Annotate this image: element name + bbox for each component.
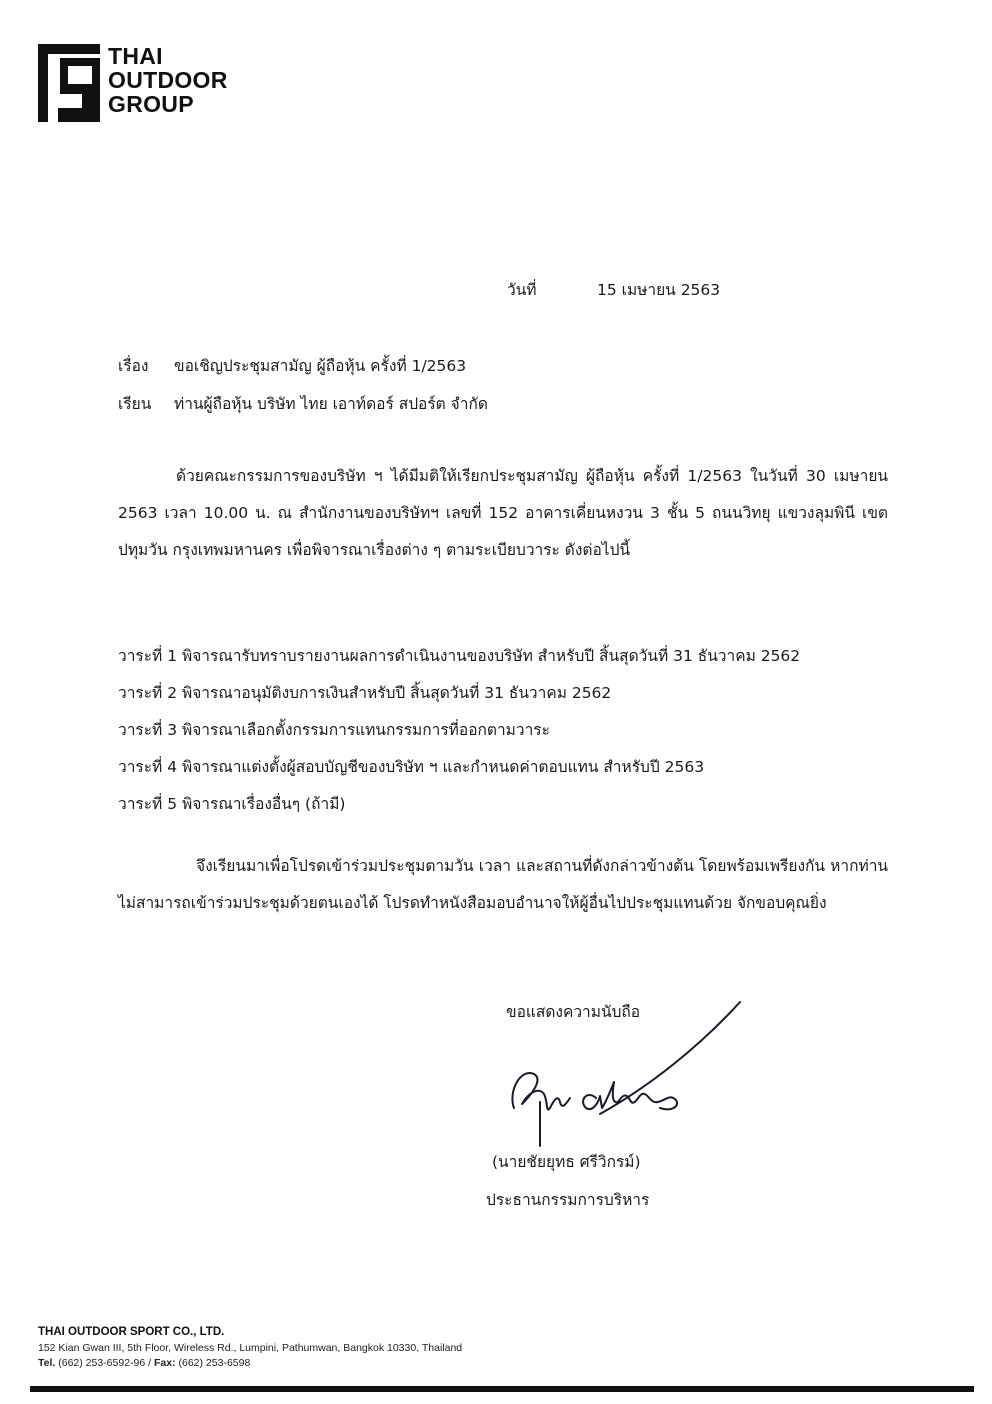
logo-line-thai: THAI <box>108 43 163 69</box>
footer-contact <box>38 1357 250 1369</box>
fax-label: Fax: <box>153 1357 176 1369</box>
intro-text: ด้วยคณะกรรมการของบริษัท ฯ ได้มีมติให้เรียกประชุมสามัญ ผู้ถือหุ้น ครั้งที่ 1/2563 ในวันที่ 30 เมษายน 2563 เวลา 10.00 น. ณ สำนักงานของบริษัทฯ เลขที่ 152 อาคารเคี่ยนหงวน 3 ชั้น 5 ถนนวิทยุ แขวงลุมพินี เขตปทุมวัน กรุงเทพมหานคร เพื่อพิจารณาเรื่องต่าง ๆ ตามระเบียบวาระ ดังต่อไปนี้ <box>118 467 888 559</box>
recipient-label: เรียน <box>118 395 152 413</box>
signer-title: ประธานกรรมการบริหาร <box>486 1191 650 1209</box>
recipient-text: ท่านผู้ถือหุ้น บริษัท ไทย เอาท์ดอร์ สปอร์ต จำกัด <box>174 395 488 413</box>
contact-separator: / <box>148 1357 152 1369</box>
date-line <box>507 280 721 300</box>
intro-paragraph <box>118 458 888 569</box>
footer-company-name: THAI OUTDOOR SPORT CO., LTD. <box>38 1326 225 1338</box>
agenda-item: วาระที่ 2 พิจารณาอนุมัติงบการเงินสำหรับปี สิ้นสุดวันที่ 31 ธันวาคม 2562 <box>118 684 612 702</box>
logo-line-outdoor: OUTDOOR <box>108 67 228 93</box>
agenda-item: วาระที่ 5 พิจารณาเรื่องอื่นๆ (ถ้ามี) <box>118 795 346 813</box>
agenda-list <box>118 638 800 823</box>
logo-line-group: GROUP <box>108 91 194 117</box>
agenda-item: วาระที่ 1 พิจารณารับทราบรายงานผลการดำเนินงานของบริษัท สำหรับปี สิ้นสุดวันที่ 31 ธันวาคม 2562 <box>118 647 801 665</box>
fax-number: (662) 253-6598 <box>178 1357 251 1369</box>
company-logo-mark <box>38 44 100 122</box>
agenda-item: วาระที่ 4 พิจารณาแต่งตั้งผู้สอบบัญชีของบริษัท ฯ และกำหนดค่าตอบแทน สำหรับปี 2563 <box>118 758 705 776</box>
signature-image <box>500 996 750 1156</box>
agenda-item: วาระที่ 3 พิจารณาเลือกตั้งกรรมการแทนกรรมการที่ออกตามวาระ <box>118 721 550 739</box>
signer-name: (นายชัยยุทธ ศรีวิกรม์) <box>492 1153 641 1171</box>
tel-label: Tel. <box>38 1357 56 1369</box>
subject-label: เรื่อง <box>118 357 149 375</box>
tel-number: (662) 253-6592-96 <box>58 1357 146 1369</box>
company-logo-text <box>108 44 228 116</box>
invitation-paragraph <box>118 848 888 922</box>
invitation-text: จึงเรียนมาเพื่อโปรดเข้าร่วมประชุมตามวัน เวลา และสถานที่ดังกล่าวข้างต้น โดยพร้อมเพรียงกัน หากท่านไม่สามารถเข้าร่วมประชุมด้วยตนเองได้ โปรดทำหนังสือมอบอำนาจให้ผู้อื่นไปประชุมแทนด้วย จักขอบคุณยิ่ง <box>118 857 888 912</box>
date-value: 15 เมษายน 2563 <box>597 281 721 299</box>
subject-text: ขอเชิญประชุมสามัญ ผู้ถือหุ้น ครั้งที่ 1/2563 <box>174 357 467 375</box>
recipient-line <box>118 394 488 414</box>
footer-address: 152 Kian Gwan III, 5th Floor, Wireless Rd., Lumpini, Pathumwan, Bangkok 10330, Thailand <box>38 1342 463 1354</box>
footer-rule <box>30 1386 974 1392</box>
date-label: วันที่ <box>507 281 537 299</box>
closing-salutation: ขอแสดงความนับถือ <box>506 1003 641 1021</box>
subject-line <box>118 356 466 376</box>
